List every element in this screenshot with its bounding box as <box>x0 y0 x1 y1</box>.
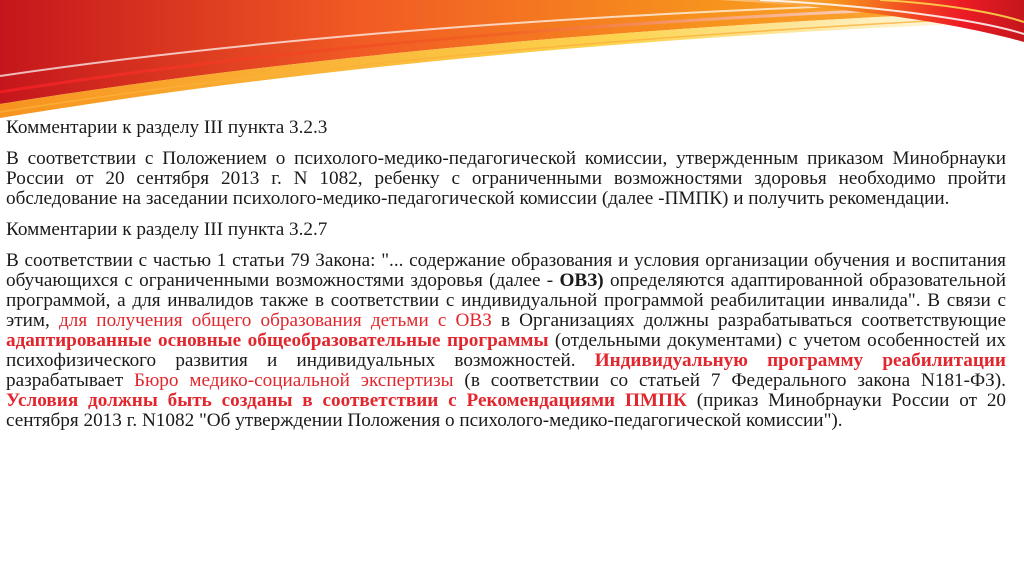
highlight-adapted-programs: адаптированные основные общеобразовательные программы <box>6 330 549 351</box>
decorative-header-swoosh <box>0 0 1024 120</box>
section-heading-3-2-7: Комментарии к разделу III пункта 3.2.7 <box>6 219 328 240</box>
highlight-mse-bureau: Бюро медико-социальной экспертизы <box>133 370 454 391</box>
text-run: разрабатывает <box>6 370 134 391</box>
paragraph-pmpk-commission: В соответствии с Положением о психолого-медико-педагогической комиссии, утвержденным приказом Минобрнауки России от 20 сентября 2013 г. N 1082, ребенку с ограниченными возможностями здоровья необходимо пройти обследование на заседании психолого-медико-педагогической комиссии (далее -ПМПК) и получить рекомендации. <box>6 148 1006 209</box>
text-run: определяются адаптированной образовательной программой, а для инвалидов также в соответствии с индивидуальной программой реабилитации инвалида". В связи с этим, <box>6 270 1006 331</box>
paragraph-adapted-programs <box>6 251 1006 431</box>
highlight-general-education: для получения общего образования детьми с ОВЗ <box>58 310 492 331</box>
text-run: (в соответствии со статьей 7 Федерального закона N181-ФЗ). <box>453 370 1006 391</box>
highlight-rehab-program: Индивидуальную программу реабилитации <box>594 350 1006 371</box>
slide-body <box>6 118 1006 442</box>
text-run: В соответствии с частью 1 статьи 79 Закона: "... содержание образования и условия организации обучения и воспитания обучающихся с ограниченными возможностями здоровья (далее - <box>6 250 1006 291</box>
text-run: (приказ Минобрнауки России от 20 сентября 2013 г. N1082 "Об утверждении Положения о психолого-медико-педагогической комиссии"). <box>6 390 1007 431</box>
text-run: в Организациях должны разрабатываться соответствующие <box>491 310 1007 331</box>
section-heading-3-2-3: Комментарии к разделу III пункта 3.2.3 <box>6 117 328 138</box>
highlight-conditions-pmpk: Условия должны быть созданы в соответствии с Рекомендациями ПМПК <box>6 390 687 411</box>
text-run: (отдельными документами) с учетом особенностей их психофизического развития и индивидуальных возможностей. <box>6 330 1006 371</box>
text-run-bold: ОВЗ) <box>559 270 604 291</box>
